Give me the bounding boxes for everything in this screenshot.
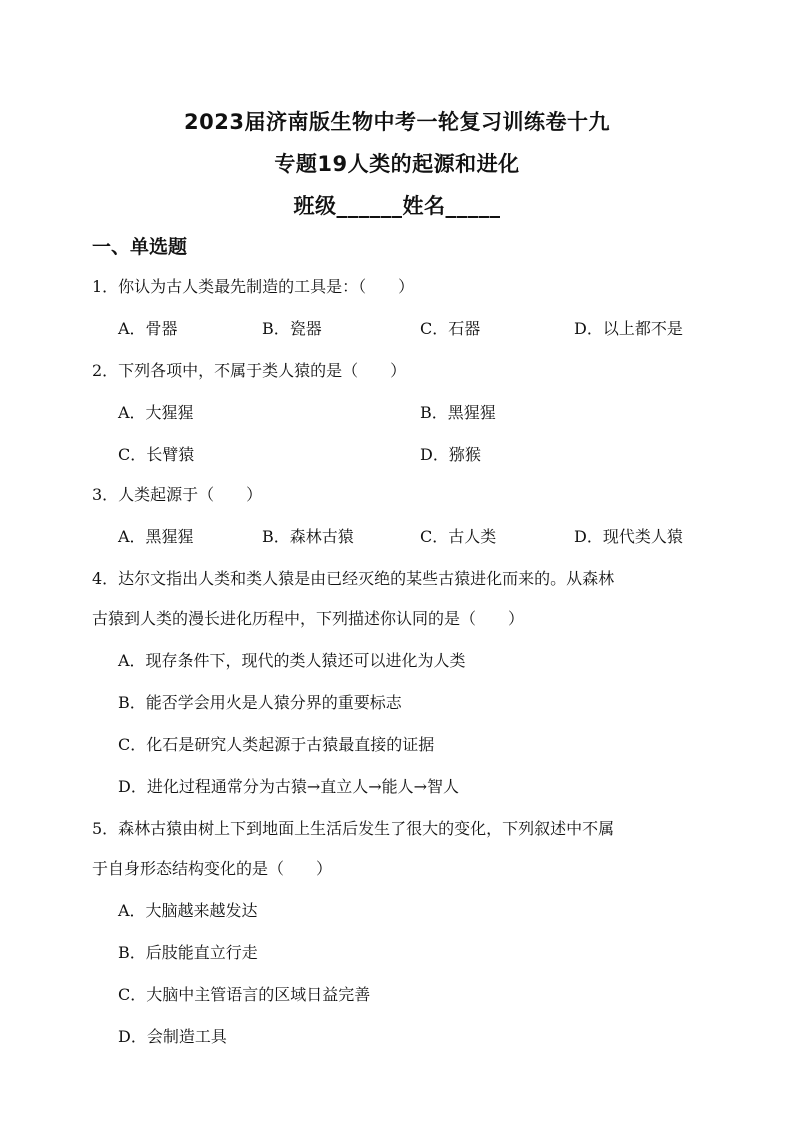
question-4-option-d: D．进化过程通常分为古猿→直立人→能人→智人 bbox=[118, 777, 460, 796]
question-5-option-b: B．后肢能直立行走 bbox=[118, 943, 258, 962]
question-4-option-c: C．化石是研究人类起源于古猿最直接的证据 bbox=[118, 735, 435, 754]
question-2-option-a: A．大猩猩 bbox=[118, 403, 194, 422]
question-2-option-c: C．长臂猿 bbox=[118, 445, 195, 464]
question-2-stem: 2．下列各项中，不属于类人猿的是（ ） bbox=[92, 361, 407, 380]
question-4-option-a: A．现存条件下，现代的类人猿还可以进化为人类 bbox=[118, 651, 466, 670]
question-1-stem: 1．你认为古人类最先制造的工具是：（ ） bbox=[92, 277, 415, 296]
topic-title: 专题19人类的起源和进化 bbox=[274, 152, 520, 176]
question-3-stem: 3．人类起源于（ ） bbox=[92, 485, 263, 504]
question-2-option-d: D．猕猴 bbox=[420, 445, 481, 464]
class-name-line: 班级______姓名_____ bbox=[293, 194, 501, 218]
exam-title: 2023届济南版生物中考一轮复习训练卷十九 bbox=[184, 110, 610, 134]
question-4-option-b: B．能否学会用火是人猿分界的重要标志 bbox=[118, 693, 402, 712]
question-1-option-b: B．瓷器 bbox=[262, 319, 322, 338]
question-2-option-b: B．黑猩猩 bbox=[420, 403, 496, 422]
question-5-stem-line-2: 于自身形态结构变化的是（ ） bbox=[92, 859, 333, 878]
question-5-stem-line-1: 5．森林古猿由树上下到地面上生活后发生了很大的变化，下列叙述中不属 bbox=[92, 819, 615, 838]
question-3-option-a: A．黑猩猩 bbox=[118, 527, 194, 546]
question-5-option-d: D．会制造工具 bbox=[118, 1027, 227, 1046]
question-4-stem-line-1: 4．达尔文指出人类和类人猿是由已经灭绝的某些古猿进化而来的。从森林 bbox=[92, 569, 615, 588]
question-3-option-d: D．现代类人猿 bbox=[574, 527, 683, 546]
question-1-option-c: C．石器 bbox=[420, 319, 481, 338]
question-5-option-a: A．大脑越来越发达 bbox=[118, 901, 258, 920]
question-4-stem-line-2: 古猿到人类的漫长进化历程中，下列描述你认同的是（ ） bbox=[92, 609, 525, 628]
question-5-option-c: C．大脑中主管语言的区域日益完善 bbox=[118, 985, 371, 1004]
section-title: 一、单选题 bbox=[92, 236, 188, 258]
question-1-option-d: D．以上都不是 bbox=[574, 319, 683, 338]
question-3-option-b: B．森林古猿 bbox=[262, 527, 354, 546]
question-1-option-a: A．骨器 bbox=[118, 319, 178, 338]
question-3-option-c: C．古人类 bbox=[420, 527, 497, 546]
